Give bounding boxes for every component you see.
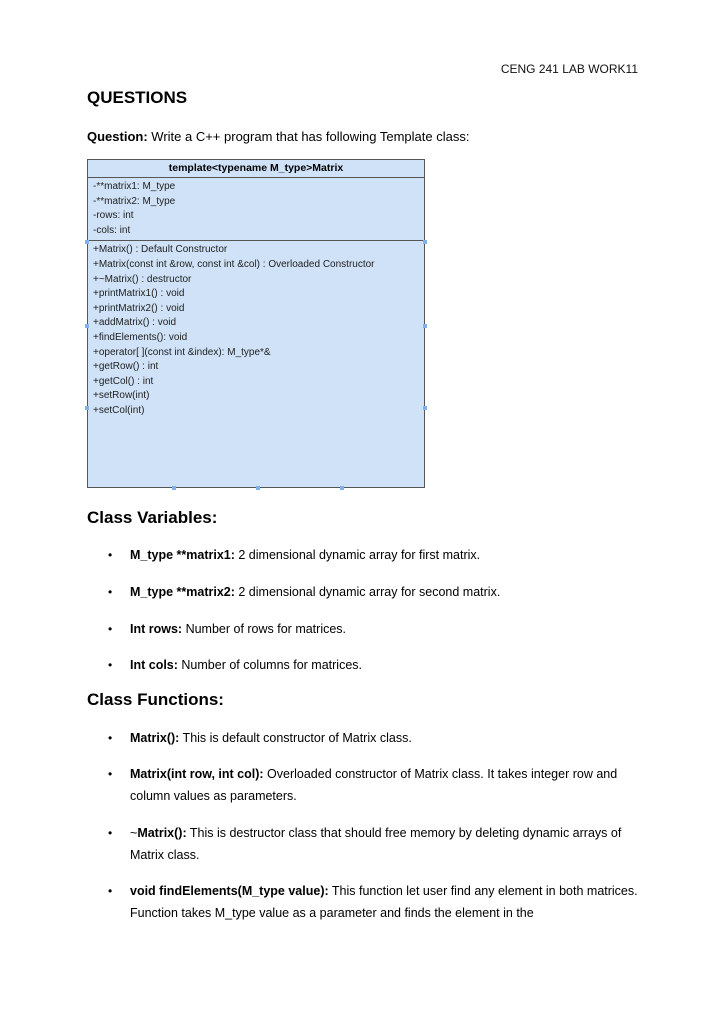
uml-operation: +printMatrix1() : void bbox=[93, 288, 185, 300]
description: 2 dimensional dynamic array for first matrix. bbox=[234, 548, 481, 562]
term: Matrix(int row, int col): bbox=[130, 767, 264, 781]
uml-operations bbox=[88, 241, 424, 420]
resize-handle[interactable] bbox=[256, 486, 260, 490]
bullet-glyph: • bbox=[108, 767, 113, 781]
question-text: Write a C++ program that has following Template class: bbox=[147, 129, 470, 144]
uml-attributes bbox=[88, 178, 424, 241]
term: M_type **matrix1: bbox=[130, 548, 235, 562]
description: Overloaded constructor of Matrix class. It takes integer row and column values as parameters. bbox=[130, 767, 618, 803]
uml-operation: +printMatrix2() : void bbox=[93, 302, 185, 314]
description: This is default constructor of Matrix class. bbox=[179, 731, 412, 745]
uml-attribute: -**matrix1: M_type bbox=[93, 181, 176, 192]
uml-operation: +operator[ ](const int &index): M_type*& bbox=[93, 346, 271, 358]
question-label: Question: bbox=[87, 129, 148, 144]
uml-operation: +findElements(): void bbox=[93, 331, 188, 343]
resize-handle[interactable] bbox=[340, 486, 344, 490]
term: Int rows: bbox=[130, 622, 183, 636]
class-variables-title: Class Variables: bbox=[87, 508, 218, 527]
uml-attribute: -cols: int bbox=[93, 224, 131, 236]
resize-handle[interactable] bbox=[423, 324, 427, 328]
bullet-glyph: • bbox=[108, 826, 113, 840]
description: This function let user find any element in both matrices. Function takes M_type value as a parameter and finds the element in the bbox=[130, 884, 638, 920]
uml-operation: +setRow(int) bbox=[93, 390, 150, 402]
description: Number of columns for matrices. bbox=[177, 658, 363, 672]
uml-operation: +setCol(int) bbox=[93, 404, 145, 416]
list-item bbox=[108, 763, 638, 807]
list-item bbox=[108, 727, 638, 749]
class-functions-title: Class Functions: bbox=[87, 690, 224, 709]
bullet-glyph: • bbox=[108, 884, 113, 898]
uml-operation: +addMatrix() : void bbox=[93, 317, 177, 329]
list-item bbox=[108, 618, 638, 640]
term: M_type **matrix2: bbox=[130, 585, 235, 599]
term: Matrix(): bbox=[130, 731, 180, 745]
uml-class-diagram bbox=[87, 159, 425, 488]
bullet-glyph: • bbox=[108, 658, 113, 672]
bullet-glyph: • bbox=[108, 731, 113, 745]
list-item bbox=[108, 544, 638, 566]
uml-attribute: -rows: int bbox=[93, 210, 134, 222]
bullet-glyph: • bbox=[108, 548, 113, 562]
term: void findElements(M_type value): bbox=[130, 884, 329, 898]
page-header: CENG 241 LAB WORK11 bbox=[500, 62, 638, 76]
uml-class-name: template<typename M_type>Matrix bbox=[88, 160, 424, 178]
uml-operation: +Matrix(const int &row, const int &col) : Overloaded Constructor bbox=[93, 258, 375, 270]
resize-handle[interactable] bbox=[172, 486, 176, 490]
description: This is destructor class that should free memory by deleting dynamic arrays of Matrix class. bbox=[130, 826, 622, 862]
description: 2 dimensional dynamic array for second matrix. bbox=[234, 585, 501, 599]
term: Int cols: bbox=[130, 658, 178, 672]
bullet-glyph: • bbox=[108, 585, 113, 599]
bullet-glyph: • bbox=[108, 622, 113, 636]
description: Number of rows for matrices. bbox=[182, 622, 347, 636]
uml-operation: +Matrix() : Default Constructor bbox=[93, 244, 228, 256]
resize-handle[interactable] bbox=[85, 324, 89, 328]
uml-operation: +getCol() : int bbox=[93, 375, 154, 387]
page-title: QUESTIONS bbox=[87, 88, 188, 107]
resize-handle[interactable] bbox=[423, 406, 427, 410]
uml-attribute: -**matrix2: M_type bbox=[93, 195, 176, 207]
tilde-prefix: ~ bbox=[130, 826, 138, 840]
term: Matrix(): bbox=[137, 826, 187, 840]
list-item bbox=[108, 654, 638, 676]
uml-operation: +getRow() : int bbox=[93, 361, 159, 373]
list-item bbox=[108, 581, 638, 603]
list-item bbox=[108, 822, 638, 866]
list-item bbox=[108, 880, 638, 924]
resize-handle[interactable] bbox=[85, 240, 89, 244]
question-paragraph bbox=[87, 129, 469, 144]
resize-handle[interactable] bbox=[423, 240, 427, 244]
uml-operation: +~Matrix() : destructor bbox=[93, 273, 192, 285]
resize-handle[interactable] bbox=[85, 406, 89, 410]
